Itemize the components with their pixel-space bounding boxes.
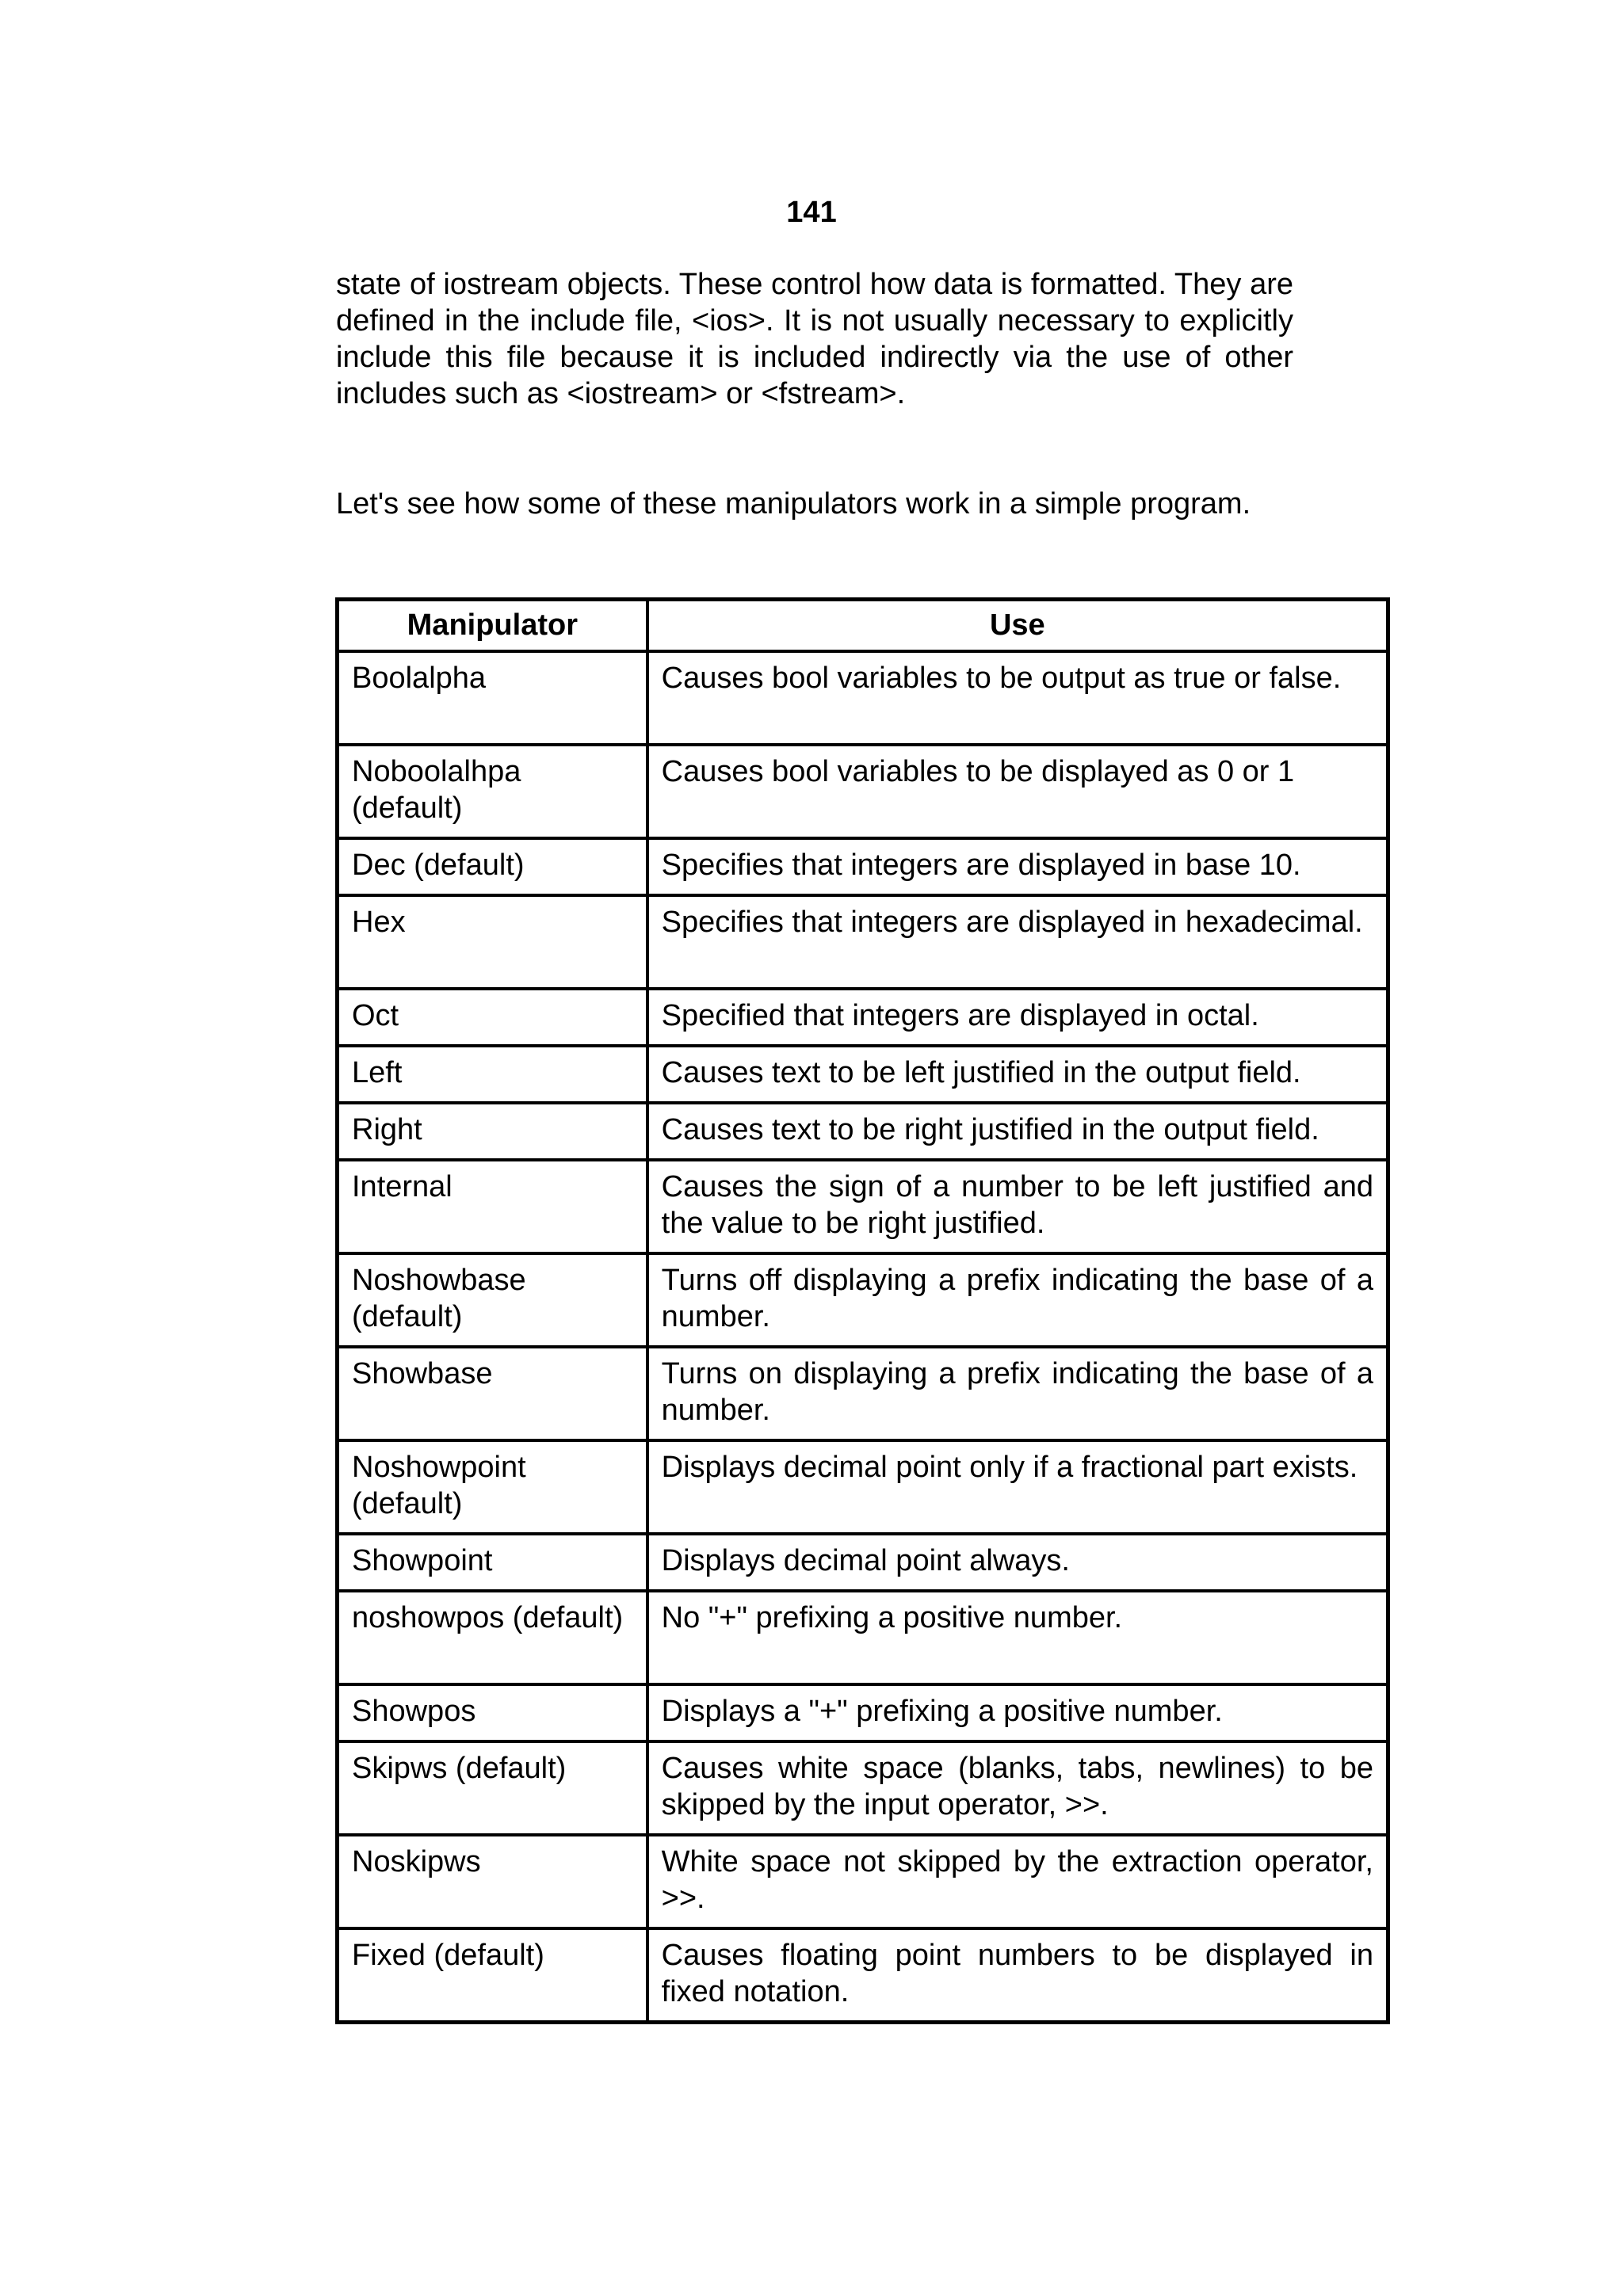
table-row — [338, 1253, 1388, 1347]
manipulator-cell: Boolalpha — [338, 651, 647, 745]
manipulator-cell: Internal — [338, 1160, 647, 1253]
use-cell: Turns on displaying a prefix indicating the base of a number. — [647, 1347, 1388, 1440]
table-row — [338, 1440, 1388, 1534]
manipulator-cell: Right — [338, 1103, 647, 1160]
use-cell: Turns off displaying a prefix indicating the base of a number. — [647, 1253, 1388, 1347]
use-cell: White space not skipped by the extraction operator, >>. — [647, 1835, 1388, 1928]
manipulator-cell: Hex — [338, 895, 647, 989]
table-row — [338, 1046, 1388, 1103]
manipulator-cell: Showpos — [338, 1684, 647, 1741]
manipulator-cell: Fixed (default) — [338, 1928, 647, 2022]
use-cell: Causes bool variables to be output as true or false. — [647, 651, 1388, 745]
use-cell: Causes white space (blanks, tabs, newlines) to be skipped by the input operator, >>. — [647, 1741, 1388, 1835]
manipulator-cell: Showbase — [338, 1347, 647, 1440]
table-row — [338, 838, 1388, 895]
table-row — [338, 989, 1388, 1046]
manipulator-cell: Oct — [338, 989, 647, 1046]
use-cell: Causes text to be right justified in the output field. — [647, 1103, 1388, 1160]
use-cell: Causes floating point numbers to be displayed in fixed notation. — [647, 1928, 1388, 2022]
manipulator-cell: Dec (default) — [338, 838, 647, 895]
manipulator-cell: Left — [338, 1046, 647, 1103]
table-row — [338, 745, 1388, 838]
table-header-row — [338, 600, 1388, 652]
table-row — [338, 1347, 1388, 1440]
use-cell: No "+" prefixing a positive number. — [647, 1591, 1388, 1684]
use-cell: Displays decimal point always. — [647, 1534, 1388, 1591]
use-cell: Causes bool variables to be displayed as 0 or 1 — [647, 745, 1388, 838]
use-cell: Causes the sign of a number to be left justified and the value to be right justified. — [647, 1160, 1388, 1253]
intro-paragraph: state of iostream objects. These control how data is formatted. They are defined in the include file, <ios>. It is not usually necessary to explicitly include this file because it is included indirectly via the use of other includes such as <iostream> or <fstream>. — [336, 268, 1293, 410]
use-cell: Specifies that integers are displayed in base 10. — [647, 838, 1388, 895]
table-row — [338, 1684, 1388, 1741]
table-row — [338, 1928, 1388, 2022]
table-row — [338, 1160, 1388, 1253]
manipulator-cell: noshowpos (default) — [338, 1591, 647, 1684]
table-row — [338, 651, 1388, 745]
manipulator-cell: Showpoint — [338, 1534, 647, 1591]
manipulator-table — [335, 597, 1390, 2024]
table-row — [338, 1835, 1388, 1928]
table-row — [338, 1103, 1388, 1160]
use-cell: Specified that integers are displayed in octal. — [647, 989, 1388, 1046]
example-paragraph: Let's see how some of these manipulators work in a simple program. — [336, 487, 1251, 521]
page-number: 141 — [786, 196, 837, 229]
manipulator-cell: Noskipws — [338, 1835, 647, 1928]
header-use: Use — [647, 600, 1388, 652]
table-row — [338, 1534, 1388, 1591]
manipulator-cell: Noboolalhpa (default) — [338, 745, 647, 838]
manipulator-cell: Noshowpoint (default) — [338, 1440, 647, 1534]
table-row — [338, 1591, 1388, 1684]
use-cell: Displays decimal point only if a fractional part exists. — [647, 1440, 1388, 1534]
table-row — [338, 895, 1388, 989]
use-cell: Specifies that integers are displayed in hexadecimal. — [647, 895, 1388, 989]
manipulator-cell: Skipws (default) — [338, 1741, 647, 1835]
manipulator-cell: Noshowbase (default) — [338, 1253, 647, 1347]
use-cell: Causes text to be left justified in the output field. — [647, 1046, 1388, 1103]
use-cell: Displays a "+" prefixing a positive number. — [647, 1684, 1388, 1741]
header-manipulator: Manipulator — [338, 600, 647, 652]
table-row — [338, 1741, 1388, 1835]
